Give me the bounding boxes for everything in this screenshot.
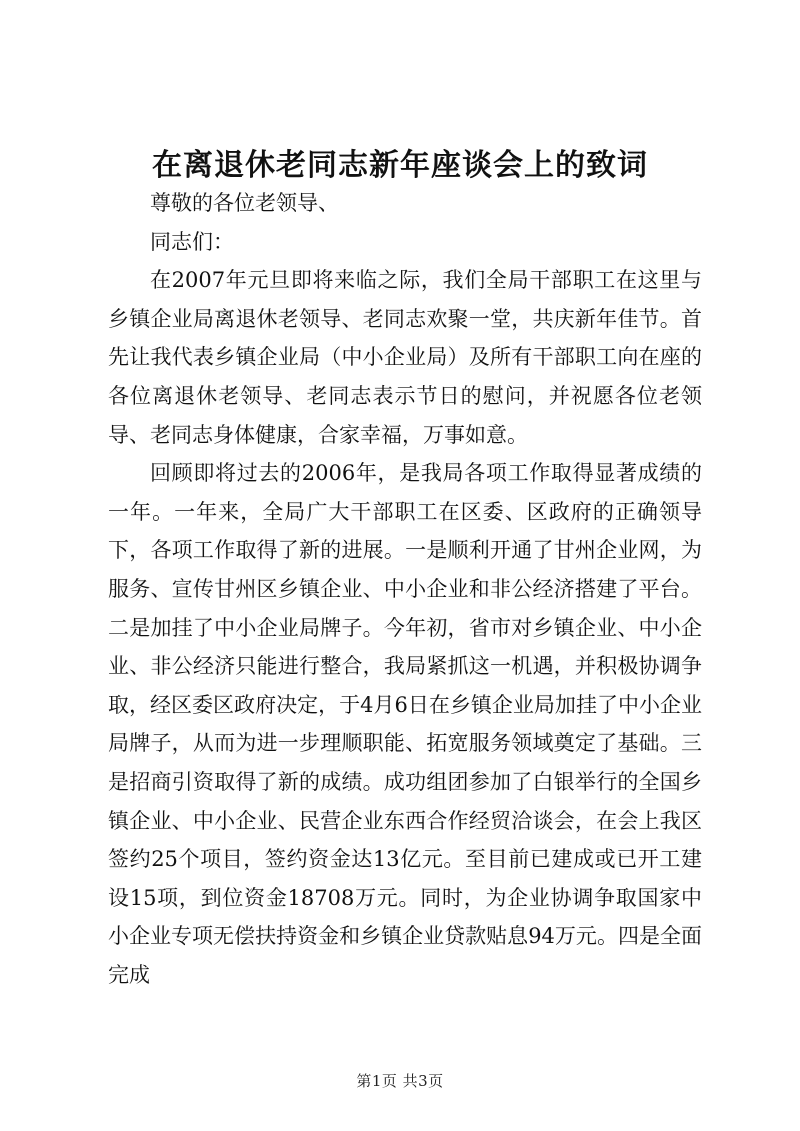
paragraph-review: 回顾即将过去的2006年，是我局各项工作取得显著成绩的一年。一年来，全局广大干部职工在区委、区政府的正确领导下，各项工作取得了新的进展。一是顺利开通了甘州企业网，为服务、宣传甘州区乡镇企业、中小企业和非公经济搭建了平台。二是加挂了中小企业局牌子。今年初，省市对乡镇企业、中小企业、非公经济只能进行整合，我局紧抓这一机遇，并积极协调争取，经区委区政府决定，于4月6日在乡镇企业局加挂了中小企业局牌子，从而为进一步理顺职能、拓宽服务领域奠定了基础。三是招商引资取得了新的成绩。成功组团参加了白银举行的全国乡镇企业、中小企业、民营企业东西合作经贸洽谈会，在会上我区签约25个项目，签约资金达13亿元。至目前已建成或已开工建设15项，到位资金18708万元。同时，为企业协调争取国家中小企业专项无偿扶持资金和乡镇企业贷款贴息94万元。四是全面完成	[108, 461, 702, 987]
paragraph-greeting: 在2007年元旦即将来临之际，我们全局干部职工在这里与乡镇企业局离退休老领导、老同志欢聚一堂，共庆新年佳节。首先让我代表乡镇企业局（中小企业局）及所有干部职工向在座的各位离退休老领导、老同志表示节日的慰问，并祝愿各位老领导、老同志身体健康，合家幸福，万事如意。	[108, 268, 702, 447]
document-title: 在离退休老同志新年座谈会上的致词	[152, 148, 648, 183]
salutation-line-1: 尊敬的各位老领导、	[150, 191, 339, 215]
page-number: 第1页 共3页	[356, 1072, 444, 1090]
document-body	[108, 184, 702, 994]
salutation-line-2: 同志们：	[150, 229, 234, 254]
